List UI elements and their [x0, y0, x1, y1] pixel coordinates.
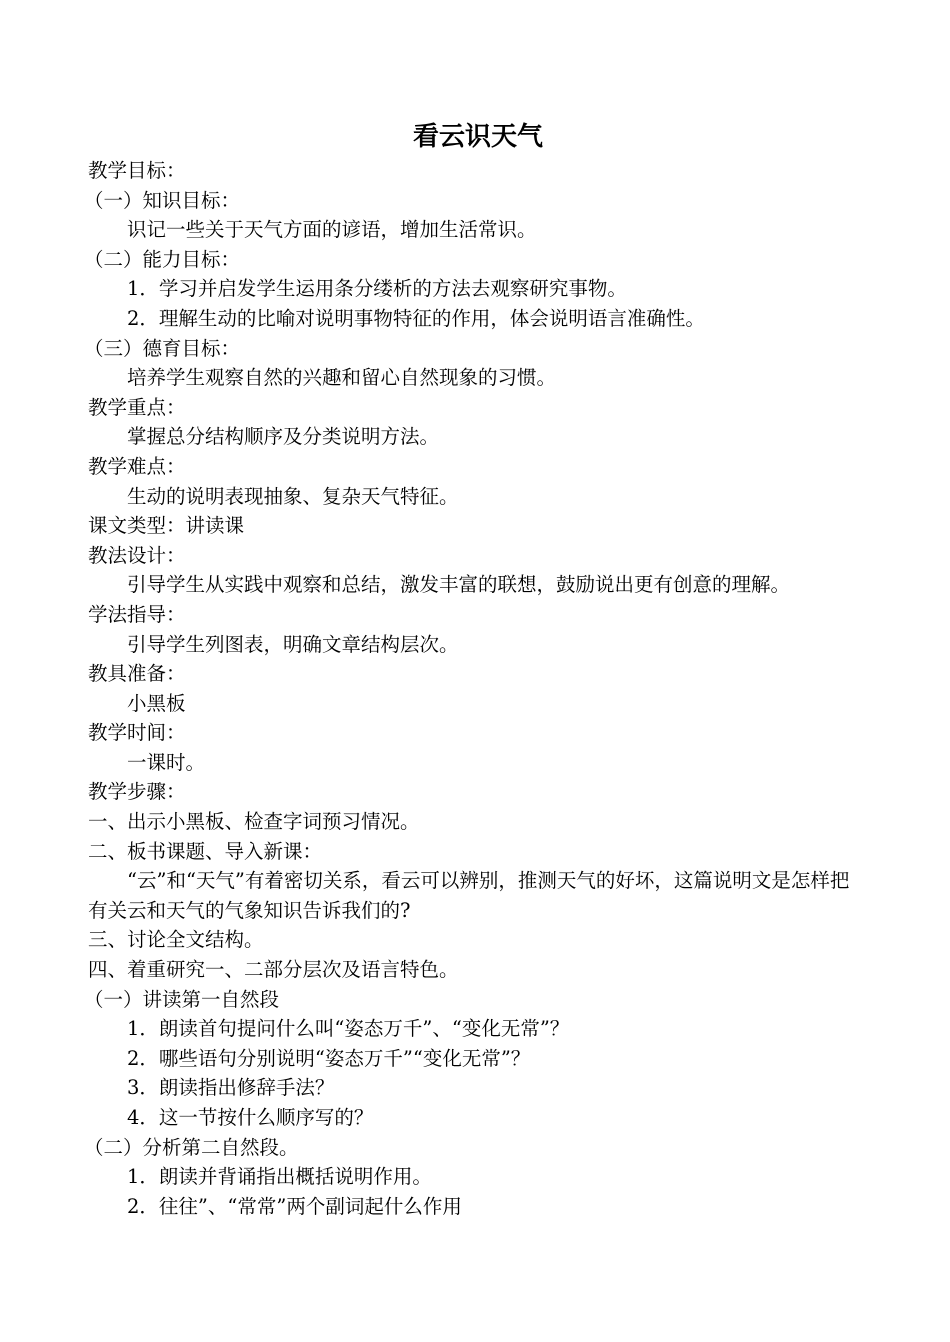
body-text: 引导学生从实践中观察和总结，激发丰富的联想，鼓励说出更有创意的理解。	[127, 573, 791, 597]
list-item: 2．往往”、“常常”两个副词起什么作用	[127, 1194, 462, 1218]
section-heading-text-type: 课文类型：讲读课	[88, 514, 245, 538]
body-paragraph: “云”和“天气”有着密切关系，看云可以辨别，推测天气的好坏，这篇说明文是怎样把有关云和天气的气象知识告诉我们的?	[88, 869, 850, 922]
step-item: 二、板书课题、导入新课：	[88, 839, 323, 863]
document-title: 看云识天气	[412, 122, 543, 152]
list-item: 2．哪些语句分别说明“姿态万千”“变化无常”？	[127, 1046, 531, 1070]
step-item: 一、出示小黑板、检查字词预习情况。	[88, 810, 420, 834]
subheading-moral: （三）德育目标：	[84, 336, 241, 360]
section-heading-time: 教学时间：	[88, 721, 186, 745]
section-heading-key-points: 教学重点：	[88, 395, 186, 419]
list-item: 2．理解生动的比喻对说明事物特征的作用，体会说明语言准确性。	[127, 306, 705, 330]
list-item: 1．朗读首句提问什么叫“姿态万千”、“变化无常”？	[127, 1017, 570, 1041]
list-item: 1．朗读并背诵指出概括说明作用。	[127, 1165, 432, 1189]
body-text: 掌握总分结构顺序及分类说明方法。	[127, 425, 440, 449]
list-item: 4．这一节按什么顺序写的？	[127, 1106, 374, 1129]
body-text: 识记一些关于天气方面的谚语，增加生活常识。	[127, 218, 537, 242]
body-text: 小黑板	[127, 691, 186, 715]
section-heading-teaching-method: 教法设计：	[88, 543, 186, 567]
section-heading-difficulties: 教学难点：	[88, 454, 186, 478]
subheading-paragraph-one: （一）讲读第一自然段	[84, 987, 280, 1011]
section-heading-study-guide: 学法指导：	[88, 602, 186, 626]
subheading-knowledge: （一）知识目标：	[84, 188, 241, 212]
section-heading-objectives: 教学目标：	[88, 159, 186, 182]
list-item: 1．学习并启发学生运用条分缕析的方法去观察研究事物。	[127, 277, 627, 301]
body-text: 引导学生列图表，明确文章结构层次。	[127, 632, 459, 656]
step-item: 三、讨论全文结构。	[88, 928, 264, 952]
subheading-paragraph-two: （二）分析第二自然段。	[84, 1135, 299, 1159]
body-text: 培养学生观察自然的兴趣和留心自然现象的习惯。	[127, 366, 557, 390]
lesson-plan-page	[84, 118, 868, 1221]
body-text: 生动的说明表现抽象、复杂天气特征。	[127, 484, 459, 508]
subheading-ability: （二）能力目标：	[84, 247, 241, 271]
step-item: 四、着重研究一、二部分层次及语言特色。	[88, 958, 459, 982]
section-heading-materials: 教具准备：	[88, 662, 186, 686]
body-text: 一课时。	[127, 750, 206, 774]
section-heading-steps: 教学步骤：	[88, 780, 186, 804]
list-item: 3．朗读指出修辞手法？	[127, 1076, 335, 1100]
